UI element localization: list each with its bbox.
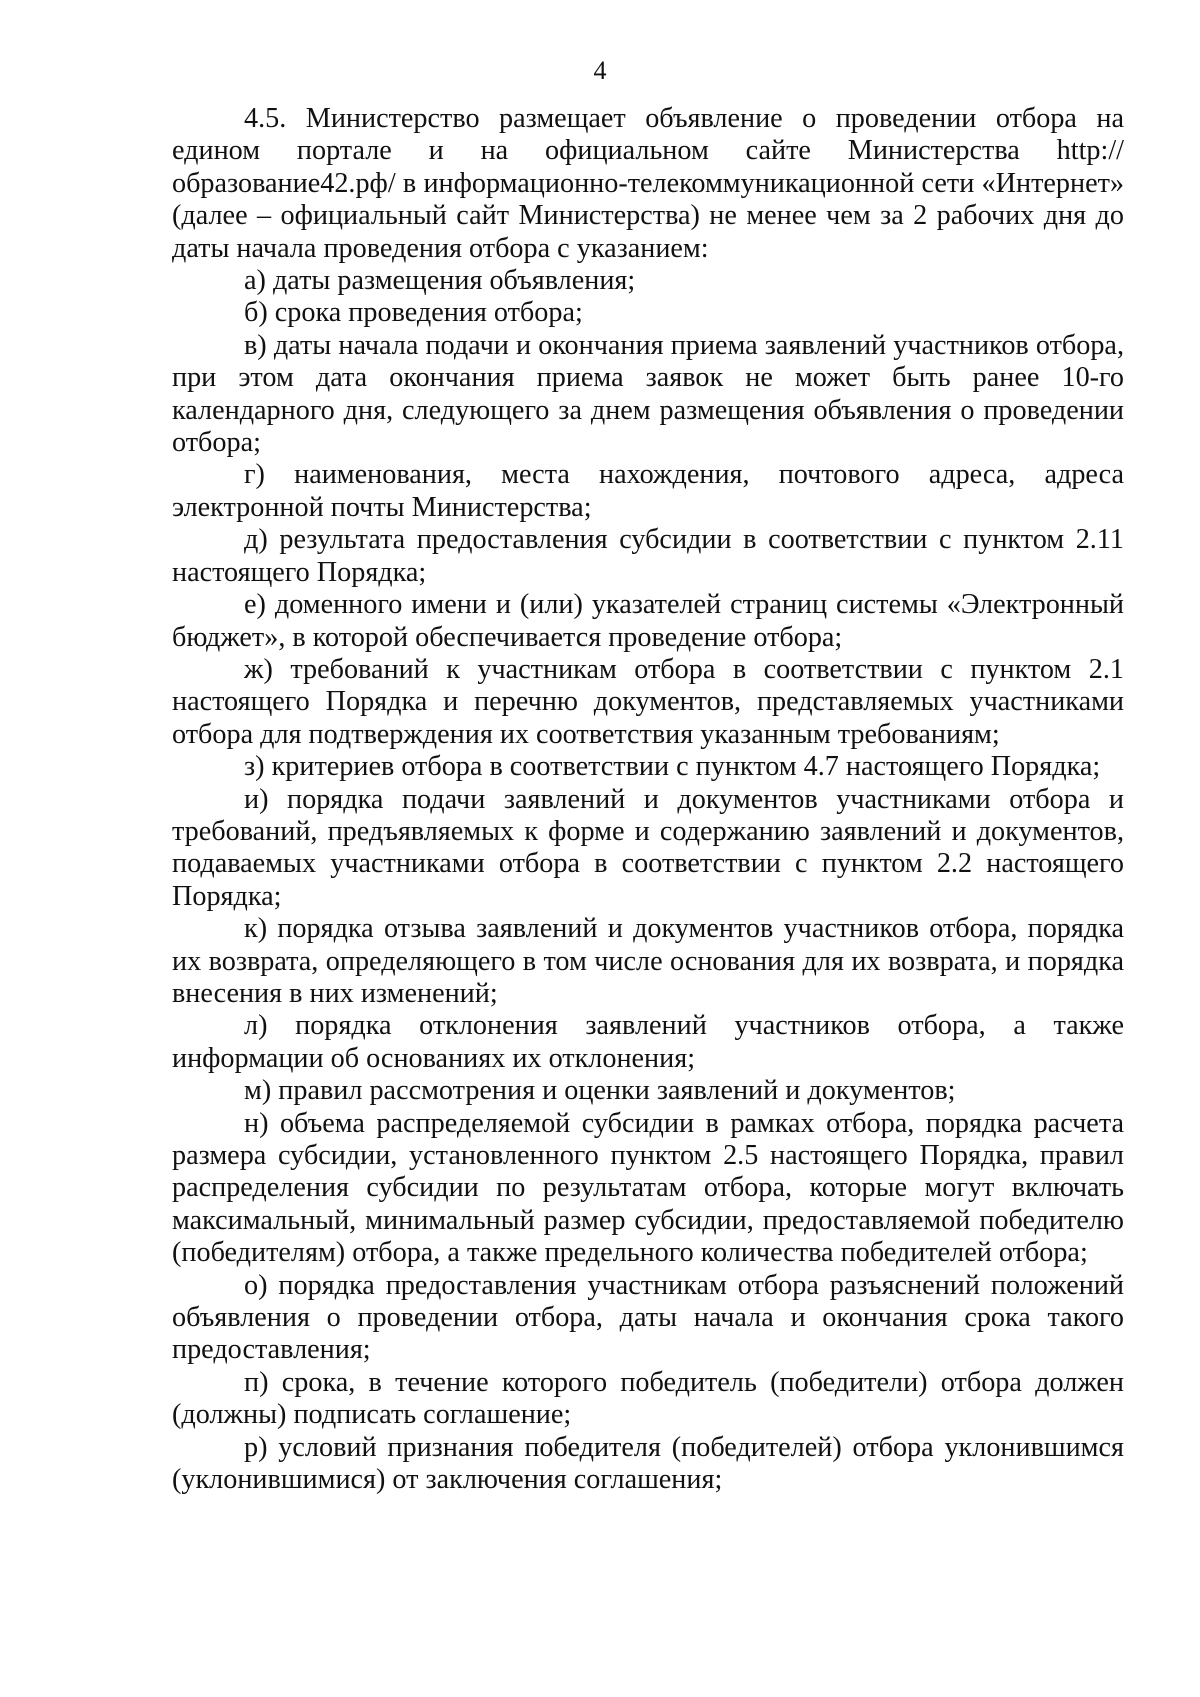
list-item-m: м) правил рассмотрения и оценки заявлений и документов; <box>244 1075 956 1107</box>
list-item-v: в) даты начала подачи и окончания приема заявлений участников отбора, при этом дата окончания приема заявок не может быть ранее 10-го календарного дня, следующего за днем размещения объявления о проведении отбора; <box>172 329 1124 459</box>
list-item-k: к) порядка отзыва заявлений и документов участников отбора, порядка их возврата, определяющего в том числе основания для их возврата, и порядка внесения в них изменений; <box>172 913 1124 1009</box>
document-body <box>172 103 1124 1496</box>
list-item-e: е) доменного имени и (или) указателей страниц системы «Электронный бюджет», в которой обеспечивается проведение отбора; <box>172 589 1124 653</box>
list-item-g: г) наименования, места нахождения, почтового адреса, адреса электронной почты Министерства; <box>172 459 1124 523</box>
list-item-a: а) даты размещения объявления; <box>244 265 636 297</box>
list-item-z: з) критериев отбора в соответствии с пунктом 4.7 настоящего Порядка; <box>244 751 1101 783</box>
paragraph-4-5: 4.5. Министерство размещает объявление о проведении отбора на едином портале и на официальном сайте Министерства http://образование42.рф/ в информационно-телекоммуникационной сети «Интернет» (далее – официальный сайт Министерства) не менее чем за 2 рабочих дня до даты начала проведения отбора с указанием: <box>172 103 1124 264</box>
list-item-r: р) условий признания победителя (победителей) отбора уклонившимся (уклонившимися) от заключения соглашения; <box>172 1431 1124 1496</box>
list-item-l: л) порядка отклонения заявлений участников отбора, а также информации об основаниях их отклонения; <box>172 1010 1124 1074</box>
list-item-b: б) срока проведения отбора; <box>244 297 583 329</box>
list-item-d: д) результата предоставления субсидии в соответствии с пунктом 2.11 настоящего Порядка; <box>172 524 1124 588</box>
list-item-o: о) порядка предоставления участникам отбора разъяснений положений объявления о проведении отбора, даты начала и окончания срока такого предоставления; <box>172 1269 1124 1366</box>
list-item-p: п) срока, в течение которого победитель (победители) отбора должен (должны) подписать соглашение; <box>172 1366 1124 1431</box>
list-item-i: и) порядка подачи заявлений и документов участниками отбора и требований, предъявляемых к форме и содержанию заявлений и документов, подаваемых участниками отбора в соответствии с пунктом 2.2 настоящего Порядка; <box>172 783 1124 912</box>
list-item-zh: ж) требований к участникам отбора в соответствии с пунктом 2.1 настоящего Порядка и перечню документов, представляемых участниками отбора для подтверждения их соответствия указанным требованиям; <box>172 653 1124 750</box>
page-number: 4 <box>593 56 607 85</box>
list-item-n: н) объема распределяемой субсидии в рамках отбора, порядка расчета размера субсидии, установленного пунктом 2.5 настоящего Порядка, правил распределения субсидии по результатам отбора, которые могут включать максимальный, минимальный размер субсидии, предоставляемой победителю (победителям) отбора, а также предельного количества победителей отбора; <box>172 1107 1124 1269</box>
